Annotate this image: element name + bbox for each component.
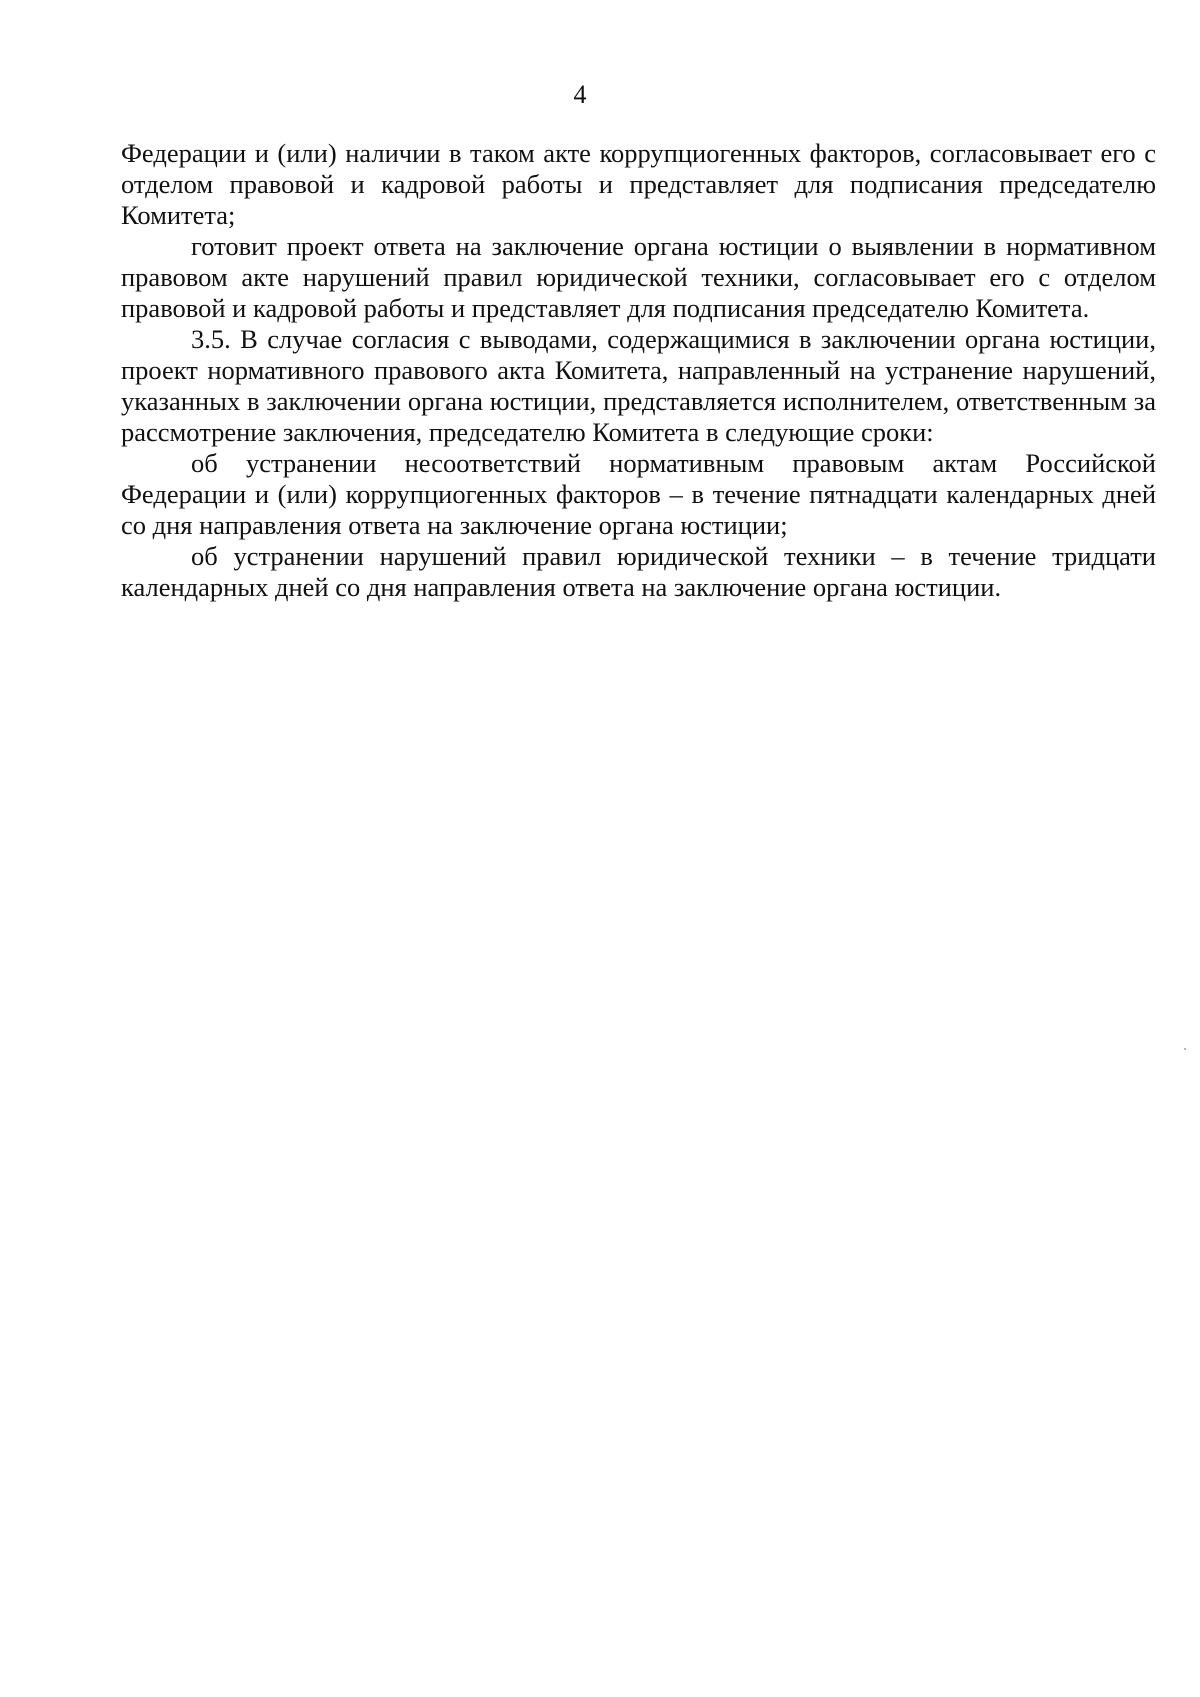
page-number: 4: [573, 80, 587, 109]
scan-speck: [1184, 1048, 1186, 1050]
paragraph-continuation: Федерации и (или) наличии в таком акте коррупциогенных факторов, согласовывает его с отделом правовой и кадровой работы и представляет для подписания председателю Комитета;: [121, 138, 1156, 230]
paragraph-deadline-thirty-days: об устранении нарушений правил юридической техники – в течение тридцати календарных дней со дня направления ответа на заключение органа юстиции.: [121, 541, 1156, 602]
paragraph-prepare-response: готовит проект ответа на заключение органа юстиции о выявлении в нормативном правовом акте нарушений правил юридической техники, согласовывает его с отделом правовой и кадровой работы и представляет для подписания председателю Комитета.: [121, 231, 1156, 323]
paragraph-section-3-5: 3.5. В случае согласия с выводами, содержащимися в заключении органа юстиции, проект нормативного правового акта Комитета, направленный на устранение нарушений, указанных в заключении органа юстиции, представляется исполнителем, ответственным за рассмотрение заключения, председателю Комитета в следующие сроки:: [121, 324, 1156, 447]
document-body: [121, 138, 1156, 603]
paragraph-deadline-fifteen-days: об устранении несоответствий нормативным правовым актам Российской Федерации и (или) коррупциогенных факторов – в течение пятнадцати календарных дней со дня направления ответа на заключение органа юстиции;: [121, 448, 1156, 540]
